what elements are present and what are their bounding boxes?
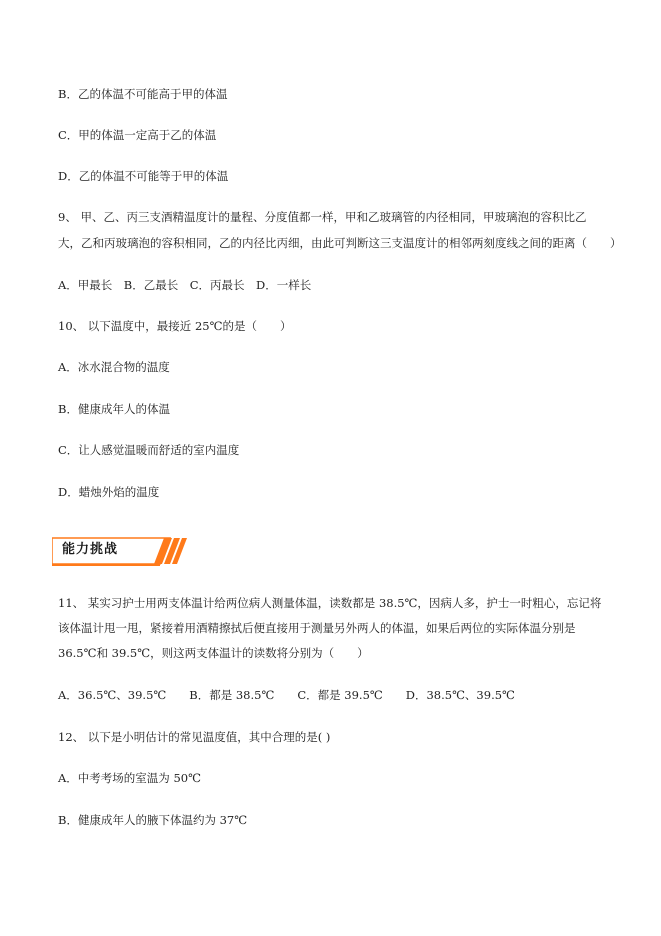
section-title: 能力挑战 (62, 542, 119, 557)
q10-option-b: B．健康成年人的体温 (58, 402, 170, 416)
q8-option-b: B．乙的体温不可能高于甲的体温 (58, 87, 228, 101)
q11-stem-line-1: 11、 某实习护士用两支体温计给两位病人测量体温，读数都是 38.5℃，因病人多，护士一时粗心，忘记将 (58, 596, 602, 610)
q12-stem: 12、 以下是小明估计的常见温度值，其中合理的是( ) (58, 730, 331, 744)
q11-options: A．36.5℃、39.5℃ B．都是 38.5℃ C．都是 39.5℃ D．38.5℃、39.5℃ (58, 688, 515, 702)
q9-stem-line-2: 大，乙和丙玻璃泡的容积相同，乙的内径比丙细，由此可判断这三支温度计的相邻两刻度线之间的距离（ ） (58, 236, 622, 250)
q8-option-d: D．乙的体温不可能等于甲的体温 (58, 169, 229, 183)
q12-option-b: B．健康成年人的腋下体温约为 37℃ (58, 813, 248, 827)
q10-option-a: A．冰水混合物的温度 (58, 360, 170, 374)
q10-option-c: C．让人感觉温暖而舒适的室内温度 (58, 443, 240, 457)
q12-option-a: A．中考考场的室温为 50℃ (58, 771, 201, 785)
q11-stem-line-2: 该体温计甩一甩，紧接着用酒精擦拭后便直接用于测量另外两人的体温，如果后两位的实际体温分别是 (58, 621, 576, 635)
q9-options: A．甲最长 B．乙最长 C．丙最长 D．一样长 (58, 278, 312, 292)
section-banner (52, 535, 192, 567)
q8-option-c: C．甲的体温一定高于乙的体温 (58, 128, 217, 142)
q10-stem: 10、 以下温度中，最接近 25℃的是（ ） (58, 319, 292, 333)
q10-option-d: D．蜡烛外焰的温度 (58, 485, 160, 499)
q11-stem-line-3: 36.5℃和 39.5℃，则这两支体温计的读数将分别为（ ） (58, 646, 369, 660)
q9-stem-line-1: 9、 甲、乙、丙三支酒精温度计的量程、分度值都一样，甲和乙玻璃管的内径相同，甲玻璃泡的容积比乙 (58, 210, 587, 224)
